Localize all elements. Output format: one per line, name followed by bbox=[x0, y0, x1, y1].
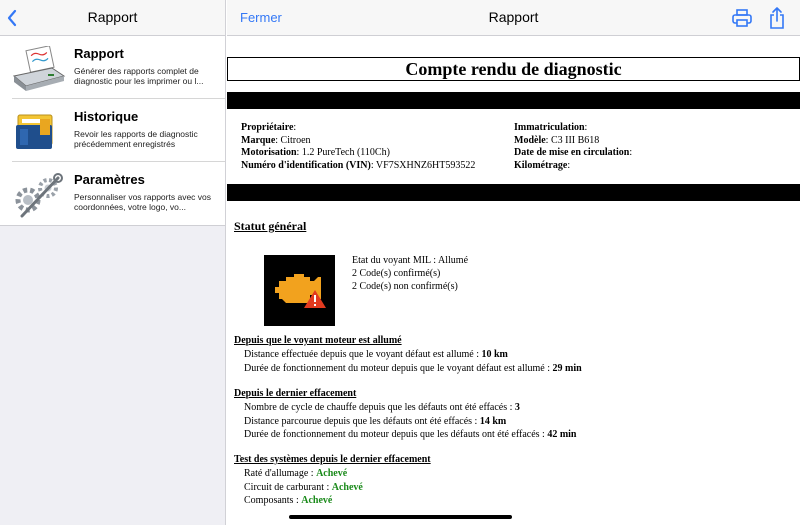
report-document bbox=[227, 36, 800, 525]
info-label: Modèle bbox=[514, 134, 546, 146]
info-value: Citroen bbox=[280, 134, 311, 146]
stat-text: Distance effectuée depuis que le voyant défaut est allumé : bbox=[244, 349, 482, 360]
info-row-mileage: Kilométrage: bbox=[514, 159, 571, 171]
main-panel bbox=[227, 0, 800, 525]
sidebar-item-label: Paramètres bbox=[74, 172, 145, 187]
print-button[interactable] bbox=[731, 8, 753, 28]
sidebar-item-label: Historique bbox=[74, 109, 139, 124]
sidebar-item-desc: Générer des rapports complet de diagnostic pour les imprimer ou l... bbox=[74, 66, 204, 86]
info-label: Date de mise en circulation bbox=[514, 147, 630, 159]
stat-line bbox=[244, 401, 577, 415]
info-label: Numéro d'identification (VIN) bbox=[241, 159, 371, 171]
info-value: C3 III B618 bbox=[550, 134, 600, 146]
stat-value: 42 min bbox=[547, 429, 577, 440]
sidebar-item-desc: Revoir les rapports de diagnostic précédemment enregistrés bbox=[74, 129, 198, 149]
sidebar-item-historique[interactable] bbox=[0, 99, 225, 162]
test-line bbox=[244, 481, 363, 495]
stat-value: 14 km bbox=[479, 415, 507, 427]
info-row-engine: Motorisation: 1.2 PureTech (110Ch) bbox=[241, 147, 390, 159]
info-value: VF7SXHNZ6HT593522 bbox=[375, 159, 476, 171]
info-row-plate: Immatriculation: bbox=[514, 122, 588, 133]
stat-value: 29 min bbox=[552, 362, 582, 374]
info-row-owner: Propriétaire: bbox=[241, 122, 297, 133]
main-header bbox=[227, 0, 800, 36]
folder-icon bbox=[12, 109, 66, 155]
stat-line bbox=[244, 428, 577, 442]
printer-report-icon bbox=[12, 46, 66, 92]
mil-status-line: 2 Code(s) confirmé(s) bbox=[352, 267, 441, 279]
share-icon bbox=[768, 6, 786, 30]
section-lines bbox=[244, 348, 582, 375]
stat-text: Durée de fonctionnement du moteur depuis que les défauts ont été effacés : bbox=[244, 429, 548, 440]
vehicle-info-left bbox=[241, 122, 475, 172]
test-text: Circuit de carburant : bbox=[244, 481, 332, 493]
section-lines bbox=[244, 401, 577, 442]
gears-icon bbox=[12, 172, 66, 218]
sidebar-header bbox=[0, 0, 225, 36]
stat-text: Nombre de cycle de chauffe depuis que les défauts ont été effacés : bbox=[244, 402, 515, 413]
info-label: Immatriculation bbox=[514, 122, 585, 133]
close-button[interactable]: Fermer bbox=[240, 10, 282, 25]
page-title: Rapport bbox=[488, 9, 539, 25]
vehicle-info-right bbox=[514, 122, 632, 172]
test-text: Raté d'allumage : bbox=[244, 468, 317, 479]
sidebar-item-rapport[interactable] bbox=[0, 36, 225, 99]
section-heading: Test des systèmes depuis le dernier effacement bbox=[234, 454, 431, 465]
report-title: Compte rendu de diagnostic bbox=[227, 57, 800, 81]
sidebar-item-label: Rapport bbox=[74, 46, 124, 61]
printer-icon bbox=[731, 8, 753, 28]
info-label: Marque bbox=[241, 134, 276, 146]
test-text: Composants : bbox=[244, 495, 302, 506]
test-line bbox=[244, 467, 363, 481]
info-row-date: Date de mise en circulation: bbox=[514, 147, 633, 159]
sidebar-item-parametres[interactable] bbox=[0, 162, 225, 225]
info-row-vin: Numéro d'identification (VIN): VF7SXHNZ6HT593522 bbox=[241, 159, 476, 171]
stat-value: 10 km bbox=[481, 349, 508, 360]
status-achieved: Achevé bbox=[301, 495, 333, 506]
section-heading: Depuis que le voyant moteur est allumé bbox=[234, 335, 402, 346]
section-lines bbox=[244, 467, 363, 508]
stat-value: 3 bbox=[514, 402, 520, 413]
info-label: Motorisation bbox=[241, 147, 297, 159]
stat-line bbox=[244, 348, 582, 362]
info-row-brand: Marque: Citroen bbox=[241, 134, 311, 146]
stat-line bbox=[244, 362, 582, 376]
divider bbox=[227, 92, 800, 109]
status-achieved: Achevé bbox=[331, 481, 363, 493]
mil-status-line: 2 Code(s) non confirmé(s) bbox=[352, 280, 458, 292]
mil-status bbox=[352, 255, 468, 293]
sidebar-list bbox=[0, 36, 225, 226]
section-heading: Depuis le dernier effacement bbox=[234, 388, 357, 399]
section-heading: Statut général bbox=[234, 219, 307, 233]
info-label: Propriétaire bbox=[241, 122, 294, 133]
engine-warning-icon bbox=[264, 255, 335, 326]
home-indicator[interactable] bbox=[289, 515, 512, 519]
test-line bbox=[244, 494, 363, 508]
divider bbox=[227, 184, 800, 201]
sidebar-item-desc: Personnaliser vos rapports avec vos coordonnées, votre logo, vo... bbox=[74, 192, 212, 212]
mil-status-line: Etat du voyant MIL : Allumé bbox=[352, 255, 469, 266]
share-button[interactable] bbox=[768, 6, 786, 30]
info-value: 1.2 PureTech (110Ch) bbox=[301, 147, 390, 159]
info-label: Kilométrage bbox=[514, 159, 568, 171]
sidebar-title: Rapport bbox=[87, 9, 138, 25]
sidebar bbox=[0, 0, 226, 525]
stat-text: Durée de fonctionnement du moteur depuis que le voyant défaut est allumé : bbox=[244, 362, 553, 374]
status-achieved: Achevé bbox=[316, 468, 348, 479]
info-row-model: Modèle: C3 III B618 bbox=[514, 134, 600, 146]
stat-text: Distance parcourue depuis que les défauts ont été effacés : bbox=[244, 415, 480, 427]
stat-line bbox=[244, 415, 577, 429]
